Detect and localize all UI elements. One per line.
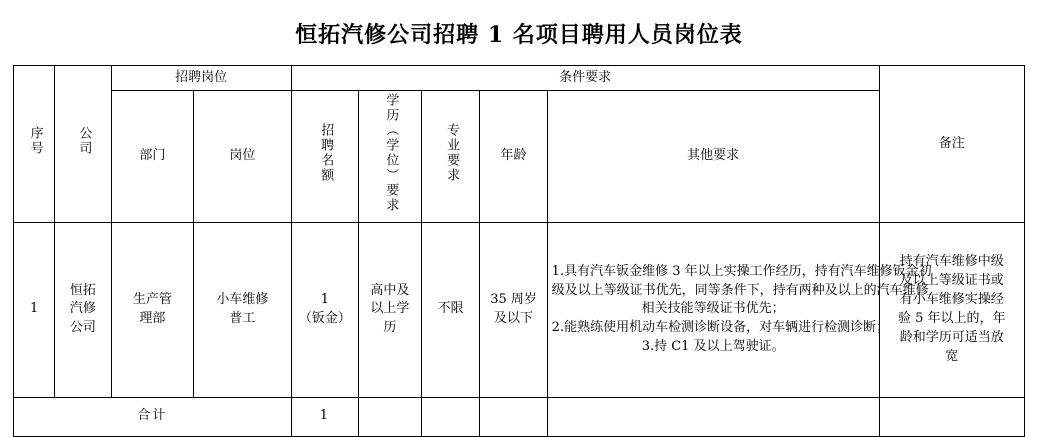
cell-age-line-1: 35 周岁 <box>490 292 537 307</box>
requirement-line-4: 2.能熟练使用机动车检测诊断设备，对车辆进行检测诊断； <box>551 320 890 336</box>
remark-line-3: 有小车维修实操经 <box>899 292 1004 307</box>
cell-company-line-2: 汽修 <box>69 301 96 317</box>
cell-age <box>480 222 547 397</box>
header-other: 其他要求 <box>547 91 879 223</box>
header-remark: 备注 <box>879 66 1024 223</box>
cell-education-line-2: 以上学 <box>370 301 410 317</box>
cell-quota-note: （钣金） <box>298 310 351 326</box>
footer-empty-age <box>480 397 547 436</box>
cell-company-line-1: 恒拓 <box>69 282 96 298</box>
cell-quota-number: 1 <box>320 292 329 307</box>
header-department: 部门 <box>111 91 193 223</box>
cell-index: 1 <box>14 222 55 397</box>
table-row <box>14 222 1025 397</box>
cell-department-line-2: 理部 <box>139 310 166 326</box>
table-footer-row <box>14 397 1025 436</box>
header-index <box>14 66 55 223</box>
cell-remark <box>879 222 1024 397</box>
cell-education-line-1: 高中及 <box>370 282 410 298</box>
page-title: 恒拓汽修公司招聘 1 名项目聘用人员岗位表 <box>295 22 743 48</box>
recruitment-table <box>13 65 1025 437</box>
requirement-line-1: 1.具有汽车钣金维修 3 年以上实操工作经历，持有汽车维修钣金初 <box>551 263 932 279</box>
cell-age-line-2: 及以下 <box>494 310 534 326</box>
cell-education-line-3: 历 <box>383 320 397 336</box>
requirement-line-2: 级及以上等级证书优先，同等条件下，持有两种及以上的汽车维修 <box>551 282 929 298</box>
header-recruit-position-group: 招聘岗位 <box>111 66 291 91</box>
footer-total-label: 合计 <box>14 397 292 436</box>
header-quota <box>291 91 358 223</box>
header-age: 年龄 <box>480 91 547 223</box>
footer-empty-education <box>358 397 421 436</box>
requirement-line-5: 3.持 C1 及以上驾驶证。 <box>641 339 785 355</box>
header-company <box>55 66 111 223</box>
header-company-label: 公司 <box>76 125 92 156</box>
cell-company <box>55 222 111 397</box>
header-education-label: 学历（学位）要求 <box>383 93 399 213</box>
cell-position-line-2: 普工 <box>229 310 256 326</box>
table-header-group-row <box>14 66 1025 91</box>
remark-line-4: 验 5 年以上的，年 <box>898 310 1006 326</box>
cell-quota <box>291 222 358 397</box>
cell-position <box>194 222 292 397</box>
header-condition-group: 条件要求 <box>291 66 879 91</box>
footer-empty-other <box>547 397 879 436</box>
cell-department <box>111 222 193 397</box>
remark-line-2: 及以上等级证书或 <box>899 273 1004 289</box>
footer-empty-major <box>421 397 480 436</box>
header-position: 岗位 <box>194 91 292 223</box>
cell-company-line-3: 公司 <box>69 320 96 336</box>
footer-empty-remark <box>879 397 1024 436</box>
remark-line-1: 持有汽车维修中级 <box>899 254 1004 270</box>
cell-position-line-1: 小车维修 <box>216 292 269 307</box>
header-major <box>421 91 480 223</box>
header-education <box>358 91 421 223</box>
remark-line-6: 宽 <box>945 348 959 364</box>
cell-department-line-1: 生产管 <box>132 292 172 307</box>
cell-education <box>358 222 421 397</box>
requirement-line-3: 相关技能等级证书优先； <box>641 301 785 317</box>
header-quota-label: 招聘名额 <box>318 123 334 183</box>
footer-total-quota: 1 <box>291 397 358 436</box>
header-index-label: 序号 <box>27 125 43 156</box>
cell-other-requirements <box>547 222 932 397</box>
table-header-row <box>14 91 1025 223</box>
cell-major: 不限 <box>421 222 480 397</box>
header-major-label: 专业要求 <box>444 123 460 183</box>
remark-line-5: 龄和学历可适当放 <box>899 329 1004 345</box>
